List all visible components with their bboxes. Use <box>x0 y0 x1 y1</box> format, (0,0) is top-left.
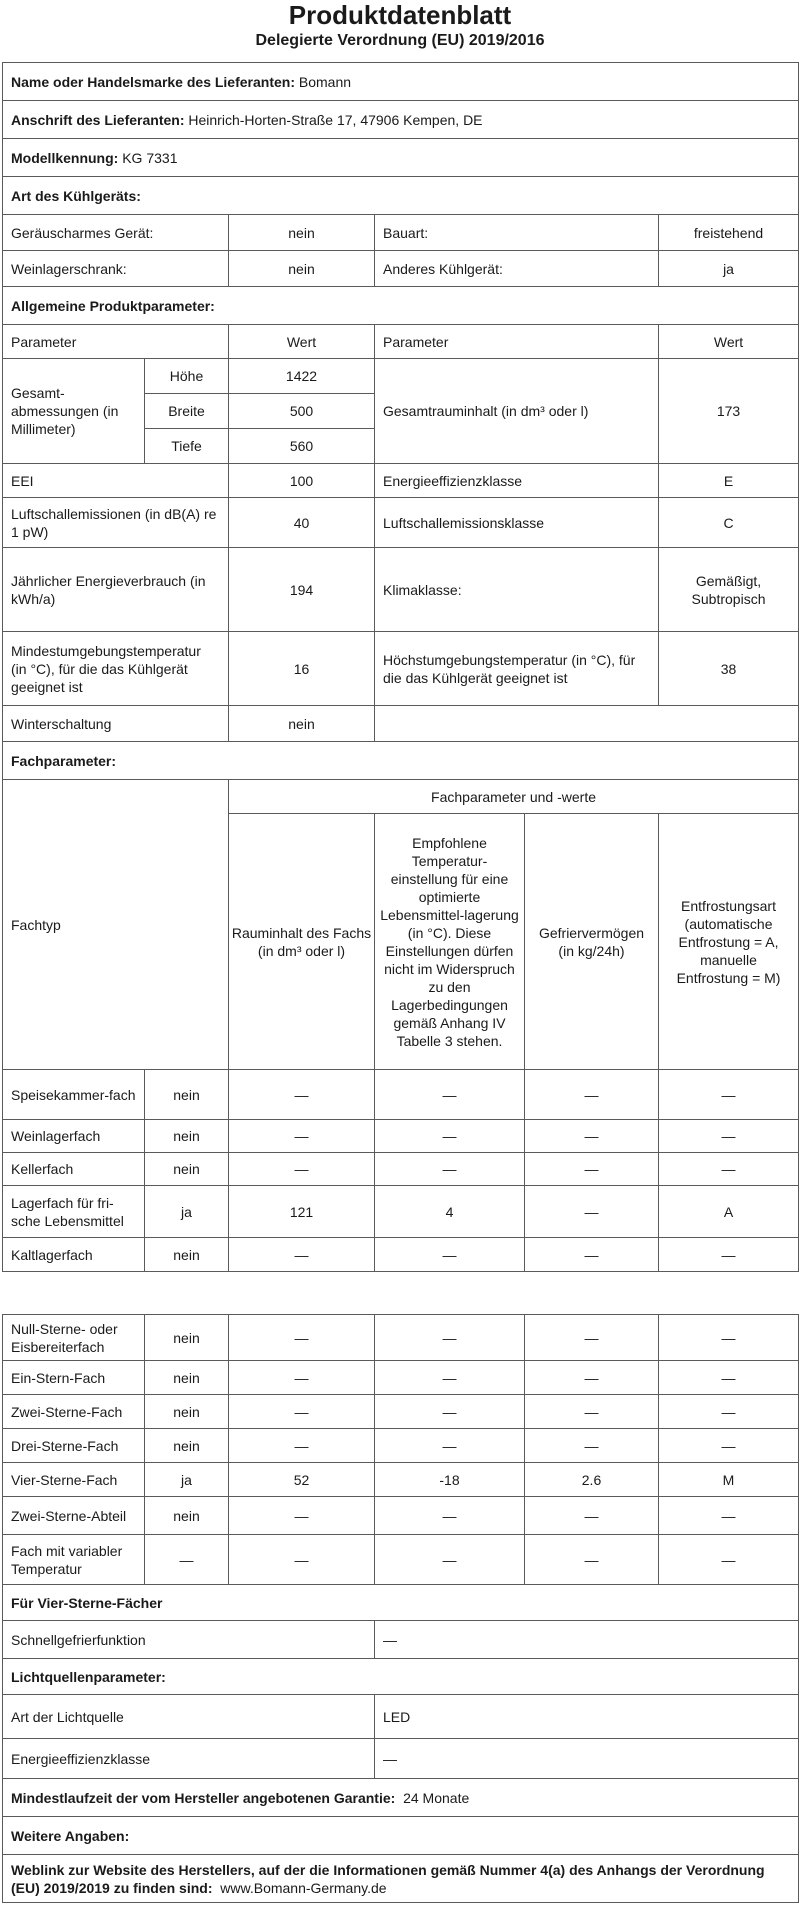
compartment-name: Fach mit variabler Temperatur <box>3 1535 145 1585</box>
min-ambient-temp-label: Mindestumgebungstemperatur (in °C), für die das Kühlgerät geeignet ist <box>3 632 229 706</box>
ambient-temperature-row <box>3 632 799 706</box>
compartment-volume: 52 <box>229 1463 375 1497</box>
page-title: Produktdatenblatt <box>288 0 512 30</box>
climate-class-value: Gemäßigt, Subtropisch <box>659 548 799 632</box>
freezing-capacity-header: Gefriervermögen (in kg/24h) <box>525 814 659 1070</box>
compartment-temp: — <box>375 1070 525 1120</box>
compartment-volume: — <box>229 1497 375 1535</box>
compartment-freezing-capacity: — <box>525 1186 659 1238</box>
compartment-freezing-capacity: — <box>525 1238 659 1272</box>
noise-class-label: Luftschallemissionsklasse <box>375 498 659 548</box>
max-ambient-temp-label: Höchstumgebungstemperatur (in °C), für die das Kühlgerät geeignet ist <box>375 632 659 706</box>
height-value: 1422 <box>229 359 375 394</box>
compartment-volume-header: Rauminhalt des Fachs (in dm³ oder l) <box>229 814 375 1070</box>
light-source-type-label: Art der Lichtquelle <box>3 1695 375 1739</box>
winter-setting-row <box>3 706 799 742</box>
compartment-row <box>3 1070 799 1120</box>
compartment-present: nein <box>145 1120 229 1153</box>
fast-freeze-value: — <box>375 1621 799 1659</box>
compartment-name: Zwei-Sterne-Abteil <box>3 1497 145 1535</box>
compartment-temp: — <box>375 1535 525 1585</box>
max-ambient-temp-value: 38 <box>659 632 799 706</box>
compartment-params-heading-row <box>3 742 799 780</box>
appliance-type-heading-row <box>3 177 799 215</box>
compartment-freezing-capacity: 2.6 <box>525 1463 659 1497</box>
energy-consumption-value: 194 <box>229 548 375 632</box>
total-volume-value: 173 <box>659 359 799 464</box>
compartment-type-header: Fachtyp <box>3 780 229 1070</box>
warranty-label: Mindestlaufzeit der vom Hersteller angebotenen Garantie: <box>11 1789 396 1806</box>
compartment-defrost-type: M <box>659 1463 799 1497</box>
compartment-temp: — <box>375 1361 525 1395</box>
compartment-group-header-row <box>3 780 799 814</box>
compartment-defrost-type: — <box>659 1153 799 1186</box>
recommended-temp-header: Empfohlene Temperatur-einstellung für eine optimierte Lebensmittel-lagerung (in °C). Diese Einstellungen dürfen nicht im Widerspruch zu den Lagerbedingungen gemäß Anhang IV Tabelle 3 stehen. <box>375 814 525 1070</box>
supplier-address-label: Anschrift des Lieferanten: <box>11 111 185 128</box>
light-source-class-row <box>3 1739 799 1779</box>
winter-setting-value: nein <box>229 706 375 742</box>
compartment-freezing-capacity: — <box>525 1315 659 1361</box>
compartment-freezing-capacity: — <box>525 1395 659 1429</box>
compartment-temp: — <box>375 1153 525 1186</box>
weblink-value[interactable]: www.Bomann-Germany.de <box>220 1879 387 1896</box>
compartment-row <box>3 1153 799 1186</box>
supplier-name-value: Bomann <box>298 73 352 90</box>
compartment-defrost-type: — <box>659 1315 799 1361</box>
other-appliance-value: ja <box>659 251 799 287</box>
appliance-type-row-1 <box>3 215 799 251</box>
compartment-volume: — <box>229 1361 375 1395</box>
compartment-temp: -18 <box>375 1463 525 1497</box>
compartment-freezing-capacity: — <box>525 1429 659 1463</box>
compartment-freezing-capacity: — <box>525 1361 659 1395</box>
model-value: KG 7331 <box>122 149 178 166</box>
value-column-header: Wert <box>229 325 375 359</box>
supplier-name-row <box>3 63 799 101</box>
model-label: Modellkennung: <box>11 149 119 166</box>
compartment-present: nein <box>145 1315 229 1361</box>
compartment-volume: — <box>229 1535 375 1585</box>
compartment-defrost-type: A <box>659 1186 799 1238</box>
energy-consumption-row <box>3 548 799 632</box>
other-appliance-label: Anderes Kühlgerät: <box>375 251 659 287</box>
compartment-row <box>3 1429 799 1463</box>
further-info-row <box>3 1817 799 1855</box>
compartment-defrost-type: — <box>659 1395 799 1429</box>
light-source-class-label: Energieeffizienzklasse <box>3 1739 375 1779</box>
light-source-heading: Lichtquellenparameter: <box>3 1659 799 1695</box>
compartment-name: Zwei-Sterne-Fach <box>3 1395 145 1429</box>
compartment-temp: — <box>375 1238 525 1272</box>
compartment-temp: — <box>375 1120 525 1153</box>
wine-cabinet-label: Weinlagerschrank: <box>3 251 229 287</box>
compartment-row <box>3 1238 799 1272</box>
compartment-freezing-capacity: — <box>525 1535 659 1585</box>
fast-freeze-row <box>3 1621 799 1659</box>
further-info-heading: Weitere Angaben: <box>3 1817 799 1855</box>
compartment-freezing-capacity: — <box>525 1497 659 1535</box>
compartment-temp: — <box>375 1315 525 1361</box>
compartment-present: nein <box>145 1238 229 1272</box>
product-data-table-freezer <box>2 1314 799 1903</box>
noise-emission-label: Luftschallemissionen (in dB(A) re 1 pW) <box>3 498 229 548</box>
compartment-temp: — <box>375 1497 525 1535</box>
compartment-name: Speisekammer-fach <box>3 1070 145 1120</box>
compartment-defrost-type: — <box>659 1361 799 1395</box>
page-subtitle: Delegierte Verordnung (EU) 2019/2016 <box>255 32 545 49</box>
value-column-header-2: Wert <box>659 325 799 359</box>
compartment-defrost-type: — <box>659 1535 799 1585</box>
fast-freeze-label: Schnellgefrierfunktion <box>3 1621 375 1659</box>
weblink-row <box>3 1855 799 1903</box>
param-column-header-2: Parameter <box>375 325 659 359</box>
compartment-present: ja <box>145 1463 229 1497</box>
light-source-heading-row <box>3 1659 799 1695</box>
four-star-heading: Für Vier-Sterne-Fächer <box>3 1585 799 1621</box>
compartment-group-header: Fachparameter und -werte <box>229 780 799 814</box>
wine-cabinet-value: nein <box>229 251 375 287</box>
height-label: Höhe <box>145 359 229 394</box>
compartment-row <box>3 1361 799 1395</box>
compartment-temp: — <box>375 1429 525 1463</box>
compartment-row <box>3 1395 799 1429</box>
compartment-volume: — <box>229 1153 375 1186</box>
compartment-name: Ein-Stern-Fach <box>3 1361 145 1395</box>
min-ambient-temp-value: 16 <box>229 632 375 706</box>
compartment-defrost-type: — <box>659 1497 799 1535</box>
compartment-name: Drei-Sterne-Fach <box>3 1429 145 1463</box>
general-params-column-header-row <box>3 325 799 359</box>
compartment-volume: 121 <box>229 1186 375 1238</box>
compartment-defrost-type: — <box>659 1070 799 1120</box>
light-source-type-row <box>3 1695 799 1739</box>
light-source-class-value: — <box>375 1739 799 1779</box>
compartment-present: nein <box>145 1153 229 1186</box>
compartment-params-heading: Fachparameter: <box>3 742 799 780</box>
design-value: freistehend <box>659 215 799 251</box>
compartment-row <box>3 1463 799 1497</box>
param-column-header: Parameter <box>3 325 229 359</box>
defrost-type-header: Entfrostungsart (automatische Entfrostung = A, manuelle Entfrostung = M) <box>659 814 799 1070</box>
compartment-row <box>3 1535 799 1585</box>
depth-value: 560 <box>229 429 375 464</box>
compartment-volume: — <box>229 1070 375 1120</box>
empty-cell <box>375 706 799 742</box>
general-params-heading-row <box>3 287 799 325</box>
compartment-name: Weinlagerfach <box>3 1120 145 1153</box>
compartment-row <box>3 1120 799 1153</box>
product-data-table-main <box>2 62 799 1272</box>
width-value: 500 <box>229 394 375 429</box>
compartment-defrost-type: — <box>659 1238 799 1272</box>
compartment-present: nein <box>145 1429 229 1463</box>
warranty-value: 24 Monate <box>403 1789 470 1806</box>
compartment-defrost-type: — <box>659 1429 799 1463</box>
light-source-type-value: LED <box>375 1695 799 1739</box>
low-noise-label: Geräuscharmes Gerät: <box>3 215 229 251</box>
compartment-present: — <box>145 1535 229 1585</box>
dimensions-label: Gesamt-abmessungen (in Millimeter) <box>3 359 145 464</box>
compartment-present: nein <box>145 1361 229 1395</box>
climate-class-label: Klimaklasse: <box>375 548 659 632</box>
compartment-volume: — <box>229 1429 375 1463</box>
compartment-row <box>3 1497 799 1535</box>
compartment-volume: — <box>229 1395 375 1429</box>
compartment-freezing-capacity: — <box>525 1070 659 1120</box>
supplier-name-label: Name oder Handelsmarke des Lieferanten: <box>11 73 295 90</box>
total-volume-label: Gesamtrauminhalt (in dm³ oder l) <box>375 359 659 464</box>
eei-row <box>3 464 799 498</box>
eei-label: EEI <box>3 464 229 498</box>
design-label: Bauart: <box>375 215 659 251</box>
compartment-freezing-capacity: — <box>525 1153 659 1186</box>
compartment-row <box>3 1315 799 1361</box>
height-row <box>3 359 799 394</box>
appliance-type-heading: Art des Kühlgeräts: <box>3 177 799 215</box>
compartment-present: ja <box>145 1186 229 1238</box>
weblink-label: Weblink zur Website des Herstellers, auf der die Informationen gemäß Nummer 4(a) des Anhangs der Verordnung (EU) 2019/2019 zu finden sind: <box>11 1861 765 1896</box>
compartment-name: Vier-Sterne-Fach <box>3 1463 145 1497</box>
low-noise-value: nein <box>229 215 375 251</box>
compartment-present: nein <box>145 1395 229 1429</box>
appliance-type-row-2 <box>3 251 799 287</box>
depth-label: Tiefe <box>145 429 229 464</box>
compartment-present: nein <box>145 1070 229 1120</box>
noise-class-value: C <box>659 498 799 548</box>
energy-class-value: E <box>659 464 799 498</box>
compartment-freezing-capacity: — <box>525 1120 659 1153</box>
winter-setting-label: Winterschaltung <box>3 706 229 742</box>
compartment-defrost-type: — <box>659 1120 799 1153</box>
width-label: Breite <box>145 394 229 429</box>
compartment-temp: 4 <box>375 1186 525 1238</box>
compartment-volume: — <box>229 1120 375 1153</box>
supplier-address-value: Heinrich-Horten-Straße 17, 47906 Kempen, DE <box>188 111 483 128</box>
energy-consumption-label: Jährlicher Energieverbrauch (in kWh/a) <box>3 548 229 632</box>
supplier-address-row <box>3 101 799 139</box>
energy-class-label: Energieeffizienzklasse <box>375 464 659 498</box>
compartment-row <box>3 1186 799 1238</box>
compartment-name: Kaltlagerfach <box>3 1238 145 1272</box>
model-row <box>3 139 799 177</box>
compartment-temp: — <box>375 1395 525 1429</box>
compartment-name: Kellerfach <box>3 1153 145 1186</box>
compartment-volume: — <box>229 1315 375 1361</box>
compartment-name: Null-Sterne- oder Eisbereiterfach <box>3 1315 145 1361</box>
compartment-present: nein <box>145 1497 229 1535</box>
eei-value: 100 <box>229 464 375 498</box>
warranty-row <box>3 1779 799 1817</box>
noise-row <box>3 498 799 548</box>
general-params-heading: Allgemeine Produktparameter: <box>3 287 799 325</box>
compartment-volume: — <box>229 1238 375 1272</box>
noise-emission-value: 40 <box>229 498 375 548</box>
compartment-name: Lagerfach für fri-sche Lebensmittel <box>3 1186 145 1238</box>
sheet-header <box>0 0 800 56</box>
four-star-heading-row <box>3 1585 799 1621</box>
